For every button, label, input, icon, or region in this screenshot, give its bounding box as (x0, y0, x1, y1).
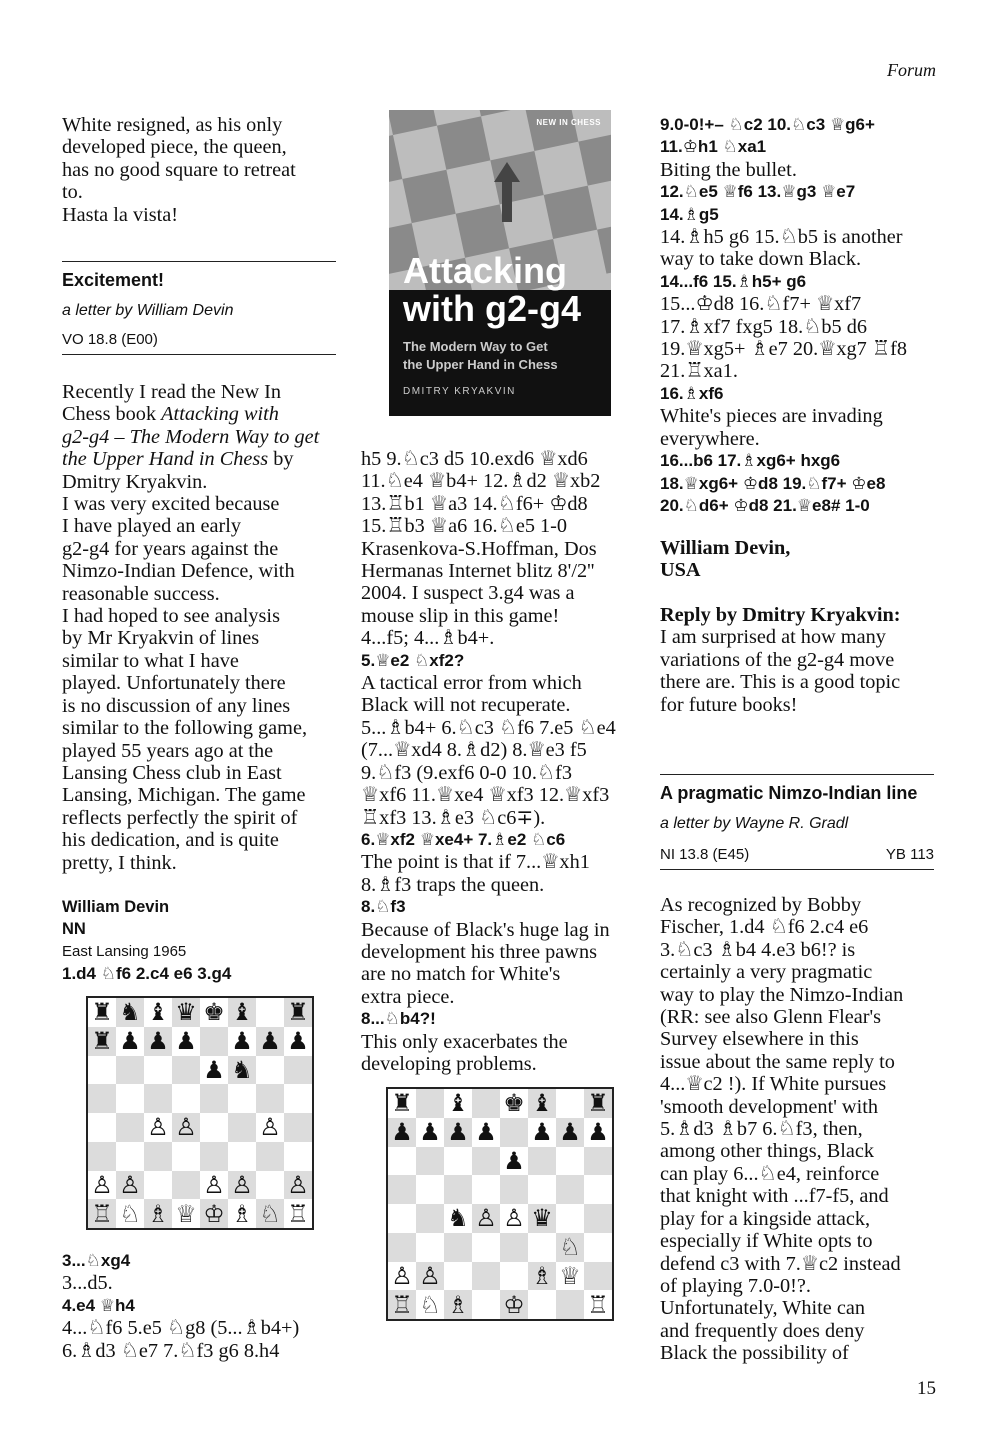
text-line: similar to what I have (62, 649, 239, 672)
page-number: 15 (917, 1378, 936, 1399)
chess-piece: ♝ (228, 998, 256, 1027)
board-square (528, 1175, 556, 1204)
board-square (144, 1171, 172, 1200)
board-square (500, 1175, 528, 1204)
board-square (88, 1084, 116, 1113)
text-line: that knight with ...f7-f5, and (660, 1185, 889, 1208)
text-line: Black the possibility of (660, 1342, 849, 1365)
text-line: way to play the Nimzo-Indian (660, 983, 904, 1006)
text-line: the Upper Hand in Chess by (62, 448, 294, 471)
board-square (556, 1204, 584, 1233)
black-player: NN (62, 920, 86, 939)
board-square (444, 1147, 472, 1176)
section-rule-top (62, 261, 336, 262)
text-line: mouse slip in this game! (361, 604, 560, 627)
move-line: 3...♘xg4 (62, 1251, 131, 1270)
board-square (416, 1175, 444, 1204)
section2-rule-top (660, 774, 934, 775)
board-square (416, 1233, 444, 1262)
chess-piece: ♟ (284, 1027, 312, 1056)
chess-piece: ♙ (228, 1171, 256, 1200)
chess-piece: ♙ (472, 1204, 500, 1233)
text-line: by Mr Kryakvin of lines (62, 627, 260, 650)
chess-piece: ♚ (200, 998, 228, 1027)
board-square (256, 998, 284, 1027)
board-square (172, 1084, 200, 1113)
text-line: Krasenkova-S.Hoffman, Dos (361, 537, 597, 560)
board-square (228, 1142, 256, 1171)
chess-piece: ♘ (556, 1233, 584, 1262)
chess-piece: ♘ (256, 1199, 284, 1228)
board-square (388, 1147, 416, 1176)
text-line: 19.♕xg5+ ♗e7 20.♕xg7 ♖f8 (660, 338, 907, 361)
board-square (388, 1175, 416, 1204)
chess-piece: ♟ (144, 1027, 172, 1056)
chess-piece: ♟ (444, 1118, 472, 1147)
chess-piece: ♛ (172, 998, 200, 1027)
move-line: 5.♕e2 ♘xf2? (361, 650, 465, 670)
text-line: 21.♖xa1. (660, 360, 738, 383)
text-line: 'smooth development' with (660, 1095, 878, 1118)
yearbook-ref: YB 113 (885, 846, 934, 863)
text-line: g2-g4 for years against the (62, 537, 279, 560)
opening-code: VO 18.8 (E00) (62, 331, 158, 348)
move-line: 12.♘e5 ♕f6 13.♕g3 ♕e7 (660, 182, 856, 202)
board-square (584, 1147, 612, 1176)
text-line: among other things, Black (660, 1140, 875, 1163)
move-line: 14...f6 15.♗h5+ g6 (660, 271, 807, 291)
board-square (416, 1147, 444, 1176)
running-head: Forum (887, 60, 936, 80)
chess-piece: ♟ (200, 1056, 228, 1085)
text-line: Biting the bullet. (660, 158, 797, 181)
text-line: developing problems. (361, 1052, 537, 1075)
cover-subtitle: The Modern Way to Get the Upper Hand in Chess (403, 339, 558, 372)
text-line: play for a kingside attack, (660, 1207, 871, 1230)
text-line: Lansing Chess club in East (62, 761, 282, 784)
board-square (472, 1233, 500, 1262)
text-line: 8.♗f3 traps the queen. (361, 873, 545, 896)
book-cover (389, 110, 611, 416)
move-line: 20.♘d6+ ♔d8 21.♕e8# 1-0 (660, 495, 870, 515)
chess-piece: ♞ (444, 1204, 472, 1233)
board-square (528, 1290, 556, 1319)
chess-piece: ♟ (500, 1147, 528, 1176)
chess-piece: ♝ (144, 998, 172, 1027)
text-line: This only exacerbates the (361, 1030, 568, 1053)
text-line: 2004. I suspect 3.g4 was a (361, 582, 575, 605)
chess-piece: ♕ (172, 1199, 200, 1228)
chess-piece: ♜ (88, 1027, 116, 1056)
white-player: William Devin (62, 898, 170, 916)
reply (660, 604, 950, 716)
chess-piece: ♟ (256, 1027, 284, 1056)
chess-piece: ♙ (256, 1113, 284, 1142)
board-square (556, 1290, 584, 1319)
text-line: to. (62, 181, 83, 204)
text-line: 3.♘c3 ♗b4 4.e3 b6!? is (660, 938, 856, 961)
text-line: issue about the same reply to (660, 1050, 895, 1073)
text-line: 15.♖b3 ♕a6 16.♘e5 1-0 (361, 515, 568, 538)
board-square (584, 1233, 612, 1262)
board-square (444, 1233, 472, 1262)
chess-piece: ♖ (584, 1290, 612, 1319)
chess-piece: ♖ (284, 1199, 312, 1228)
board-square (200, 1084, 228, 1113)
chess-piece: ♗ (528, 1262, 556, 1291)
board-square (88, 1113, 116, 1142)
move-line: 11.♔h1 ♘xa1 (660, 137, 767, 157)
board-square (116, 1056, 144, 1085)
text-line: everywhere. (660, 427, 760, 450)
move-line: 9.0-0!+– ♘c2 10.♘c3 ♕g6+ (660, 115, 875, 134)
chess-piece: ♚ (500, 1089, 528, 1118)
board-square (200, 1027, 228, 1056)
board-square (116, 1142, 144, 1171)
board-square (256, 1171, 284, 1200)
move-line: 18.♕xg6+ ♔d8 19.♘f7+ ♔e8 (660, 473, 886, 493)
reply-title: Reply by Dmitry Kryakvin: (660, 604, 901, 626)
chess-piece: ♙ (500, 1204, 528, 1233)
text-line: 11.♘e4 ♕b4+ 12.♗d2 ♕xb2 (361, 470, 601, 493)
text-line: has no good square to retreat (62, 158, 296, 181)
text-line: I am surprised at how many (660, 626, 886, 649)
board-square (584, 1175, 612, 1204)
text-line: White resigned, as his only (62, 114, 283, 136)
text-line: Recently I read the New In (62, 381, 282, 403)
chess-piece: ♝ (444, 1089, 472, 1118)
board-square (556, 1089, 584, 1118)
board-square (200, 1113, 228, 1142)
chess-piece: ♟ (388, 1118, 416, 1147)
text-line: developed piece, the queen, (62, 136, 287, 159)
chess-piece: ♜ (284, 998, 312, 1027)
chess-piece: ♕ (556, 1262, 584, 1291)
game-event: East Lansing 1965 (62, 942, 187, 960)
section2-rule-bottom (660, 869, 934, 870)
chess-piece: ♟ (556, 1118, 584, 1147)
chess-piece: ♙ (144, 1113, 172, 1142)
board-square (416, 1089, 444, 1118)
text-line: 5...♗b4+ 6.♘c3 ♘f6 7.e5 ♘e4 (361, 716, 616, 739)
chess-diagram-1 (86, 996, 314, 1230)
text-line: (RR: see also Glenn Flear's (660, 1006, 882, 1029)
text-line: way to take down Black. (660, 248, 862, 271)
section2-byline: a letter by Wayne R. Gradl (660, 815, 849, 832)
board-square (388, 1204, 416, 1233)
chess-diagram-2 (386, 1087, 614, 1321)
board-square (144, 1142, 172, 1171)
board-square (228, 1113, 256, 1142)
chess-piece: ♙ (284, 1171, 312, 1200)
text-line: g2-g4 – The Modern Way to get (62, 425, 320, 448)
chess-piece: ♟ (472, 1118, 500, 1147)
board-square (416, 1204, 444, 1233)
chess-piece: ♘ (116, 1199, 144, 1228)
text-line: The point is that if 7...♕xh1 (361, 851, 590, 874)
board-square (284, 1056, 312, 1085)
text-line: Nimzo-Indian Defence, with (62, 560, 295, 583)
text-line: Lansing, Michigan. The game (62, 784, 306, 807)
text-line: Unfortunately, White can (660, 1297, 865, 1320)
chess-piece: ♟ (228, 1027, 256, 1056)
chess-piece: ♔ (200, 1199, 228, 1228)
board-square (200, 1142, 228, 1171)
text-line: reasonable success. (62, 582, 220, 605)
move-line: 16...b6 17.♗xg6+ hxg6 (660, 451, 841, 471)
chess-piece: ♜ (88, 998, 116, 1027)
board-square (256, 1084, 284, 1113)
text-line: I had hoped to see analysis (62, 605, 280, 628)
text-line: can play 6...♘e4, reinforce (660, 1162, 880, 1185)
text-line: 5.♗d3 ♗b7 6.♘f3, then, (660, 1118, 863, 1141)
move-line: 8...♘b4?! (361, 1009, 436, 1029)
board-square (284, 1113, 312, 1142)
text-line: development his three pawns (361, 940, 597, 963)
chess-piece: ♜ (584, 1089, 612, 1118)
chess-piece: ♝ (528, 1089, 556, 1118)
board-square (284, 1084, 312, 1113)
column-3-text (660, 114, 950, 517)
text-line: As recognized by Bobby (660, 894, 862, 916)
board-square (144, 1056, 172, 1085)
board-square (472, 1147, 500, 1176)
board-square (472, 1290, 500, 1319)
board-square (584, 1262, 612, 1291)
board-square (556, 1175, 584, 1204)
board-square (172, 1142, 200, 1171)
letter-body (62, 381, 342, 874)
text-line: Hermanas Internet blitz 8'/2'' (361, 560, 595, 583)
text-line: 13.♖b1 ♕a3 14.♘f6+ ♔d8 (361, 492, 588, 515)
intro-text (62, 114, 336, 226)
board-square (556, 1147, 584, 1176)
text-line: I was very excited because (62, 493, 280, 516)
text-line: and frequently does deny (660, 1319, 865, 1342)
signature-country: USA (660, 559, 701, 582)
chess-piece: ♟ (416, 1118, 444, 1147)
section-rule-bottom (62, 354, 336, 355)
chess-piece: ♟ (116, 1027, 144, 1056)
opening-code: NI 13.8 (E45) (660, 846, 750, 863)
cover-brand: NEW IN CHESS (536, 118, 601, 127)
board-square (584, 1204, 612, 1233)
text-line: 15...♔d8 16.♘f7+ ♕xf7 (660, 293, 862, 316)
text-line: (7...♕xd4 8.♗d2) 8.♕e3 f5 (361, 739, 587, 762)
letter2-body (660, 894, 950, 1365)
game-continuation (62, 1250, 336, 1362)
text-line: certainly a very pragmatic (660, 961, 873, 984)
chess-piece: ♗ (228, 1199, 256, 1228)
board-square (228, 1084, 256, 1113)
section-byline: a letter by William Devin (62, 302, 234, 319)
board-square (528, 1147, 556, 1176)
chess-piece: ♜ (388, 1089, 416, 1118)
chess-piece: ♙ (88, 1171, 116, 1200)
text-line: played 55 years ago at the (62, 739, 274, 762)
text-line: 3...d5. (62, 1272, 113, 1295)
board-square (256, 1056, 284, 1085)
chess-piece: ♗ (444, 1290, 472, 1319)
board-square (500, 1262, 528, 1291)
text-line: is no discussion of any lines (62, 694, 291, 717)
text-line: Hasta la vista! (62, 203, 179, 226)
board-square (172, 1056, 200, 1085)
board-square (144, 1084, 172, 1113)
board-square (256, 1142, 284, 1171)
chess-piece: ♘ (416, 1290, 444, 1319)
move-line: 14.♗g5 (660, 204, 719, 224)
move-line: 6.♕xf2 ♕xe4+ 7.♗e2 ♘c6 (361, 829, 566, 849)
text-line: 9.♘f3 (9.exf6 0-0 10.♘f3 (361, 761, 572, 784)
board-square (444, 1262, 472, 1291)
chess-piece: ♙ (116, 1171, 144, 1200)
chess-piece: ♔ (500, 1290, 528, 1319)
chess-piece: ♙ (172, 1113, 200, 1142)
text-line: reflects perfectly the spirit of (62, 806, 298, 829)
text-line: variations of the g2-g4 move (660, 648, 895, 671)
board-square (472, 1175, 500, 1204)
column-2-text (361, 448, 651, 1075)
text-line: for future books! (660, 693, 798, 716)
board-square (88, 1056, 116, 1085)
move-line: 4.e4 ♕h4 (62, 1295, 135, 1315)
section-title: Excitement! (62, 270, 165, 290)
signature-name: William Devin, (660, 537, 791, 559)
text-line: played. Unfortunately there (62, 672, 286, 695)
chess-piece: ♞ (228, 1056, 256, 1085)
text-line: I have played an early (62, 515, 242, 538)
text-line: Survey elsewhere in this (660, 1028, 859, 1051)
board-square (116, 1084, 144, 1113)
chess-piece: ♗ (144, 1199, 172, 1228)
chess-piece: ♙ (416, 1262, 444, 1291)
chess-piece: ♟ (528, 1118, 556, 1147)
board-square (472, 1089, 500, 1118)
text-line: 4...♘f6 5.e5 ♘g8 (5...♗b4+) (62, 1317, 300, 1340)
board-square (444, 1175, 472, 1204)
text-line: similar to the following game, (62, 717, 308, 740)
chess-piece: ♟ (172, 1027, 200, 1056)
chess-piece: ♟ (584, 1118, 612, 1147)
text-line: of playing 7.0-0!?. (660, 1274, 811, 1297)
opening-moves: 1.d4 ♘f6 2.c4 e6 3.g4 (62, 963, 232, 983)
cover-author: DMITRY KRYAKVIN (403, 386, 516, 397)
text-line: Dmitry Kryakvin. (62, 470, 208, 493)
board-square (528, 1233, 556, 1262)
text-line: Chess book Attacking with (62, 403, 279, 426)
signature (660, 537, 934, 582)
board-square (500, 1233, 528, 1262)
chess-piece: ♙ (200, 1171, 228, 1200)
text-line: 14.♗h5 g6 15.♘b5 is another (660, 226, 903, 249)
text-line: 4...f5; 4...♗b4+. (361, 627, 495, 650)
text-line: are no match for White's (361, 963, 561, 986)
text-line: ♕xf6 11.♕xe4 ♕xf3 12.♕xf3 (361, 784, 610, 807)
text-line: A tactical error from which (361, 672, 582, 695)
text-line: 4...♕c2 !). If White pursues (660, 1073, 887, 1096)
text-line: Black will not recuperate. (361, 694, 571, 717)
chess-piece: ♞ (116, 998, 144, 1027)
board-square (500, 1118, 528, 1147)
board-square (116, 1113, 144, 1142)
board-square (88, 1142, 116, 1171)
section2-codes (660, 846, 934, 863)
text-line: defend c3 with 7.♕c2 instead (660, 1252, 901, 1275)
chess-piece: ♖ (388, 1290, 416, 1319)
text-line: extra piece. (361, 985, 455, 1008)
text-line: especially if White opts to (660, 1230, 873, 1253)
text-line: h5 9.♘c3 d5 10.exd6 ♕xd6 (361, 448, 588, 470)
text-line: there are. This is a good topic (660, 671, 901, 694)
board-square (472, 1262, 500, 1291)
board-square (284, 1142, 312, 1171)
game-header (62, 896, 336, 985)
move-line: 8.♘f3 (361, 897, 406, 917)
board-square (172, 1171, 200, 1200)
board-square (388, 1233, 416, 1262)
text-line: ♖xf3 13.♗e3 ♘c6∓). (361, 806, 546, 829)
chess-piece: ♙ (388, 1262, 416, 1291)
cover-title: Attacking with g2-g4 (403, 250, 581, 329)
text-line: pretty, I think. (62, 851, 177, 874)
text-line: his dedication, and is quite (62, 829, 279, 852)
chess-piece: ♛ (528, 1204, 556, 1233)
text-line: White's pieces are invading (660, 405, 883, 428)
section2-title: A pragmatic Nimzo-Indian line (660, 783, 918, 803)
text-line: Fischer, 1.d4 ♘f6 2.c4 e6 (660, 916, 869, 939)
move-line: 16.♗xf6 (660, 383, 724, 403)
text-line: 17.♗xf7 fxg5 18.♘b5 d6 (660, 315, 868, 338)
text-line: 6.♗d3 ♘e7 7.♘f3 g6 8.h4 (62, 1339, 280, 1362)
text-line: Because of Black's huge lag in (361, 918, 610, 941)
chess-piece: ♖ (88, 1199, 116, 1228)
